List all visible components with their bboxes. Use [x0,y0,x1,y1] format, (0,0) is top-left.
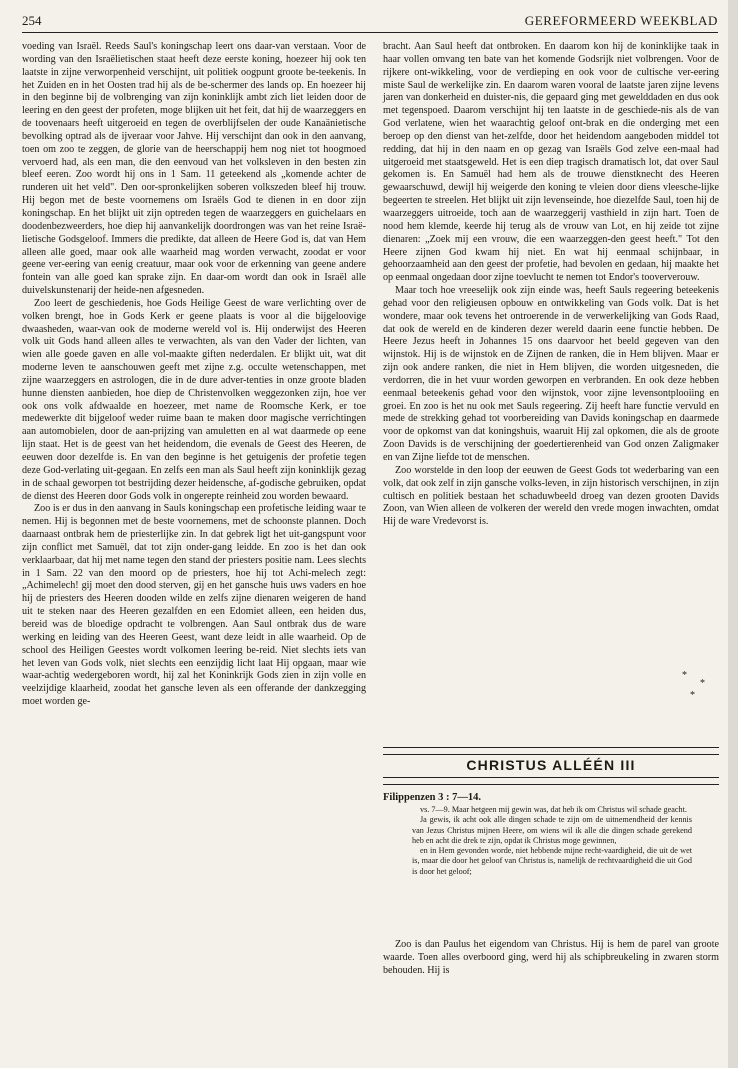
paragraph: Zoo worstelde in den loop der eeuwen de Geest Gods tot wederbaring van een volk, dat ook zelf in zijn gansche volks-leven, in zijn historisch verschijnen, in zijn cultisch en politiek bestaan het schaduwbeeld droeg van dezen grooten Davids Zoon, van Wien alleen de volkeren der wereld den vrede mogen inwachten, omdat Hij de ware Vredevorst is. [383,464,719,528]
scripture-verse: Ja gewis, ik acht ook alle dingen schade te zijn om de uitnemendheid der kennis van Jezus Christus mijnen Heere, om wiens wil ik alle die dingen schade gerekend heb en acht die drek te zijn, opdat ik Christus moge gewinnen, [412,815,692,845]
page-number: 254 [22,13,42,28]
scripture-verse: en in Hem gevonden worde, niet hebbende mijne recht-vaardigheid, die uit de wet is, maar die door het geloof van Christus is, namelijk de rechtvaardigheid die uit God is door het geloof; [412,846,692,876]
paragraph: bracht. Aan Saul heeft dat ontbroken. En daarom kon hij de koninklijke taak in haar vollen omvang ten bate van het komende Godsrijk niet volbrengen. Voor de rijkere ont-wikkeling, voor de verdieping en ook voor de cultische ver-eering miste Saul de werkelijke zin. En daarom waren vooral de laatste jaren zijne levens jaren van donkerheid en duister-nis, die gepaard ging met gewelddaden en dus ook met tegenspoed. Daarom verschijnt hij ten laatste in de geschiede-nis als de van God verlatene, wien het waarachtig geloof ont-brak en die onderging met een beroep op den dienst van het-zelfde, door het heidendom aangeboden middel tot redding, dat hij in den naam en op gezag van Israëls God zelve een-maal had uitgeroeid met staatsgeweld. Het is een diep tragisch dramatisch lot, dat over Saul gekomen is. En Samuël had hem als de trouwe dienstknecht des Heeren gewaarschuwd, dewijl hij weigerde den koning te vleien door diens vleesche-lijke begeerten te streelen. Het blijkt uit zijn levenseinde, hoe diezelfde Saul, toen hij de waarzeggers uitroeide, toch aan de waarzeggerij vasthield in zijn hart. Toen de nood hem klemde, keerde hij terug als de vrouw van Lot, en hij zeide tot zijne dienaren: „Zoek mij een vrouw, die een waarzeggen-den geest heeft." Tot den Heere zijnen God kwam hij niet. En wat hij eenmaal schijnbaar, in gehoorzaamheid aan den geest der profetie, had bevolen en gedaan, hij maakte het op eenmaal ongedaan door zijne toevlucht te nemen tot Endor's tooververouw. [383,41,719,284]
paragraph: Zoo leert de geschiedenis, hoe Gods Heilige Geest de ware verlichting over de volken brengt, hoe in Gods Kerk er geene plaats is voor al die bijgeloovige dwaasheden, waar-van ook de moderne wereld vol is. Hij onderwijst des Heeren volk uit Gods hand alleen alles te verwachten, als van den Vader der lichten, van wien alle goede gaven en alle vol-maakte giften nederdalen. Er blijkt uit, wat dit moderne leven te aanschouwen geeft met zijne z.g. occulte wetenschappen, met zijne waarzeggers en astrologen, die in de dure adver-tenties in onze groote bladen hunne diensten aanbieden, hoe diep de Christenvolken weggezonken zijn, hoe ver ook ons volk afdwaalde en hoezeer, met name de Roomsche Kerk, er toe medewerkte dit bijgeloof weder ruime baan te maken door magische verrichtingen aan automobielen, door de aan-prijzing van amuletten en al wat daarmede op eene lijn staat. Het is de geest van het heidendom, die evenals de Geest des Heeren, de eeuwen door dezelfde is. En van den beginne is het getuigenis der profetie tegen deze God-verlating uit-gegaan. En zelfs een man als Saul heeft zijn koninklijk gezag in de schaal geworpen tot bestrijding dezer heidensche, af-godische gebruiken, opdat de dienst des Heeren door Gods volk in ongerepte reinheid zou worden bewaard. [22,297,366,502]
article-body [383,939,719,978]
page-header [22,13,718,31]
section-title-box [383,747,719,785]
scripture-reference: Filippenzen 3 : 7—14. [383,792,482,803]
star: * [682,670,687,681]
paragraph: Maar toch hoe vreeselijk ook zijn einde was, heeft Sauls regeering beteekenis gehad voor den religieusen opbouw en ontwikkeling van Gods volk. Dat is het wondere, maar ook tevens het ontroerende in de verwerkelijking van Gods Raad, dat ook de wereld en de kinderen dezer wereld daarin eene functie hebben. De Heere Jezus heeft in Johannes 15 ons daarvoor het beeld gegeven van den wijnstok. Hij is de wijnstok en de Zijnen de ranken, die in Hem blijven. Maar er zijn ook andere ranken, die niet in Hem blijven, die worden uitgesneden, die verdorren, die in het vuur worden geworpen en verbranden. En ook deze hebben eenmaal beteekenis gehad voor den wijnstok, voor zijne levensontplooiing en groei. En zoo is het nu ook met Sauls regeering. Zij heeft hare functie vervuld en mede de strekking gehad tot voorbereiding van Davids koningschap en daarmede voor de opkomst van dat koningshuis, waaruit Hij zal opkomen, die als de groote Zoon Davids is de verschijning der goedertierenheid van God onzen Zaligmaker en van Zijne liefde tot de menschen. [383,285,719,463]
star: * [690,690,695,701]
paragraph: voeding van Israël. Reeds Saul's koningschap leert ons daar-van verstaan. Voor de wording van den Israëlietischen staat heeft deze eerste koning, hoezeer hij ook ten laatste in zijne verworpenheid verschijnt, uit politiek oogpunt groote be-teekenis. In het Zuiden en in het Oosten trad hij als de be-schermer des lands op. En hoezeer hij in den beginne bij de volbrenging van zijn koninklijk ambt zich liet leiden door de leering en den geest der profeten, moge blijken uit het feit, dat hij de waarzeggers en de toovenaars heeft uitgeroeid en tegen de overblijfselen der oude Kanaänietische bevolking optrad als de ijveraar voor Jahve. Hij verschijnt dan ook in den aanvang, toen om zoo te zeggen, de glorie van de heerschappij hem nog niet tot hoogmoed vervoerd had, als een man, die den eenvoud van het volksleven in den besten zin bleef eeren. Zoo wordt hij ons in 1 Sam. 11 geteekend als „komende achter de runderen uit het veld". Den oor-spronkelijken soberen volkszeden bleef hij trouw. Hij begon met de beste voornemens om Israëls God te dienen in en door zijn koningschap. En het blijkt uit zijn optreden tegen de waarzeggers en guichelaars en doodenbezweerders, hoe diep hij aanvankelijk doordrongen was van het reine Israë-lietische Godsgeloof. Immers die predikte, dat alleen de Heere God is, dat van Hem alleen alle goed, maar ook alle waarheid mag worden verwacht, zoodat er voor geene ver-eering van eenig creatuur, maar ook voor de erkenning van geene andere fontein van alle goed kan sprake zijn. En daar-om wordt dan ook in Israël alle duivelskunstenarij der heide-nen afgesneden. [22,41,366,297]
right-column [383,41,719,529]
star: * [700,678,705,689]
left-column [22,41,366,709]
paragraph: Zoo is er dus in den aanvang in Sauls koningschap een profetische leiding waar te nemen. Hij is begonnen met de beste voornemens, met de schoonste plannen. Doch daarnaast ontbrak hem de priesterlijke zin. In dat gebrek ligt het uit-gangspunt voor zijn conflict met Samuël, dat tot zijn onder-gang leidde. En zoo is het dan ook verklaarbaar, dat hij met name tegen den stand der priesters positie nam. Lees slechts in 1 Sam. 22 van den moord op de priesters, hoe hij tot Achi-melech zegt: „Achimelech! gij moet den dood sterven, gij en het gansche huis uws vaders en hoe hij de priesters des Heeren dooden wilde en zelfs zijne dienaren weigeren de hand uit te steken naar des Heeren gezalfden en een Edomiet alleen, een heiden dus, bereid was de bloedige opdracht te volbrengen. Aan Saul ontbrak dus de ware werking en leiding van des Heeren Geest, want deze leidt in alle waarheid. Op de school des Heiligen Geestes wordt volkomen leering be-reid. Niet slechts iets van het leven van Gods volk, niet slechts een eenzijdig licht laat Hij opgaan, maar wie waar-achtig wedergeboren wordt, hij zal het Koninkrijk Gods zien in zijn volle en veelzijdige klaarheid, zoodat het gansche leven als een offerande der dankzegging moet worden ge- [22,503,366,708]
publication-title: GEREFORMEERD WEEKBLAD [524,13,718,28]
paragraph: Zoo is dan Paulus het eigendom van Christus. Hij is hem de parel van groote waarde. Toen alles overboord ging, werd hij als schipbreukeling in zwaren storm behouden. Hij is [383,939,719,976]
title-rule-top [383,747,719,755]
title-rule-bottom [383,777,719,785]
scripture-quote [412,805,692,877]
page-edge [728,0,738,1068]
header-rule [22,32,718,33]
scripture-verse: vs. 7—9. Maar hetgeen mij gewin was, dat heb ik om Christus wil schade geacht. [420,805,687,814]
section-separator-stars [676,668,720,708]
section-title: CHRISTUS ALLÉÉN III [466,757,636,773]
